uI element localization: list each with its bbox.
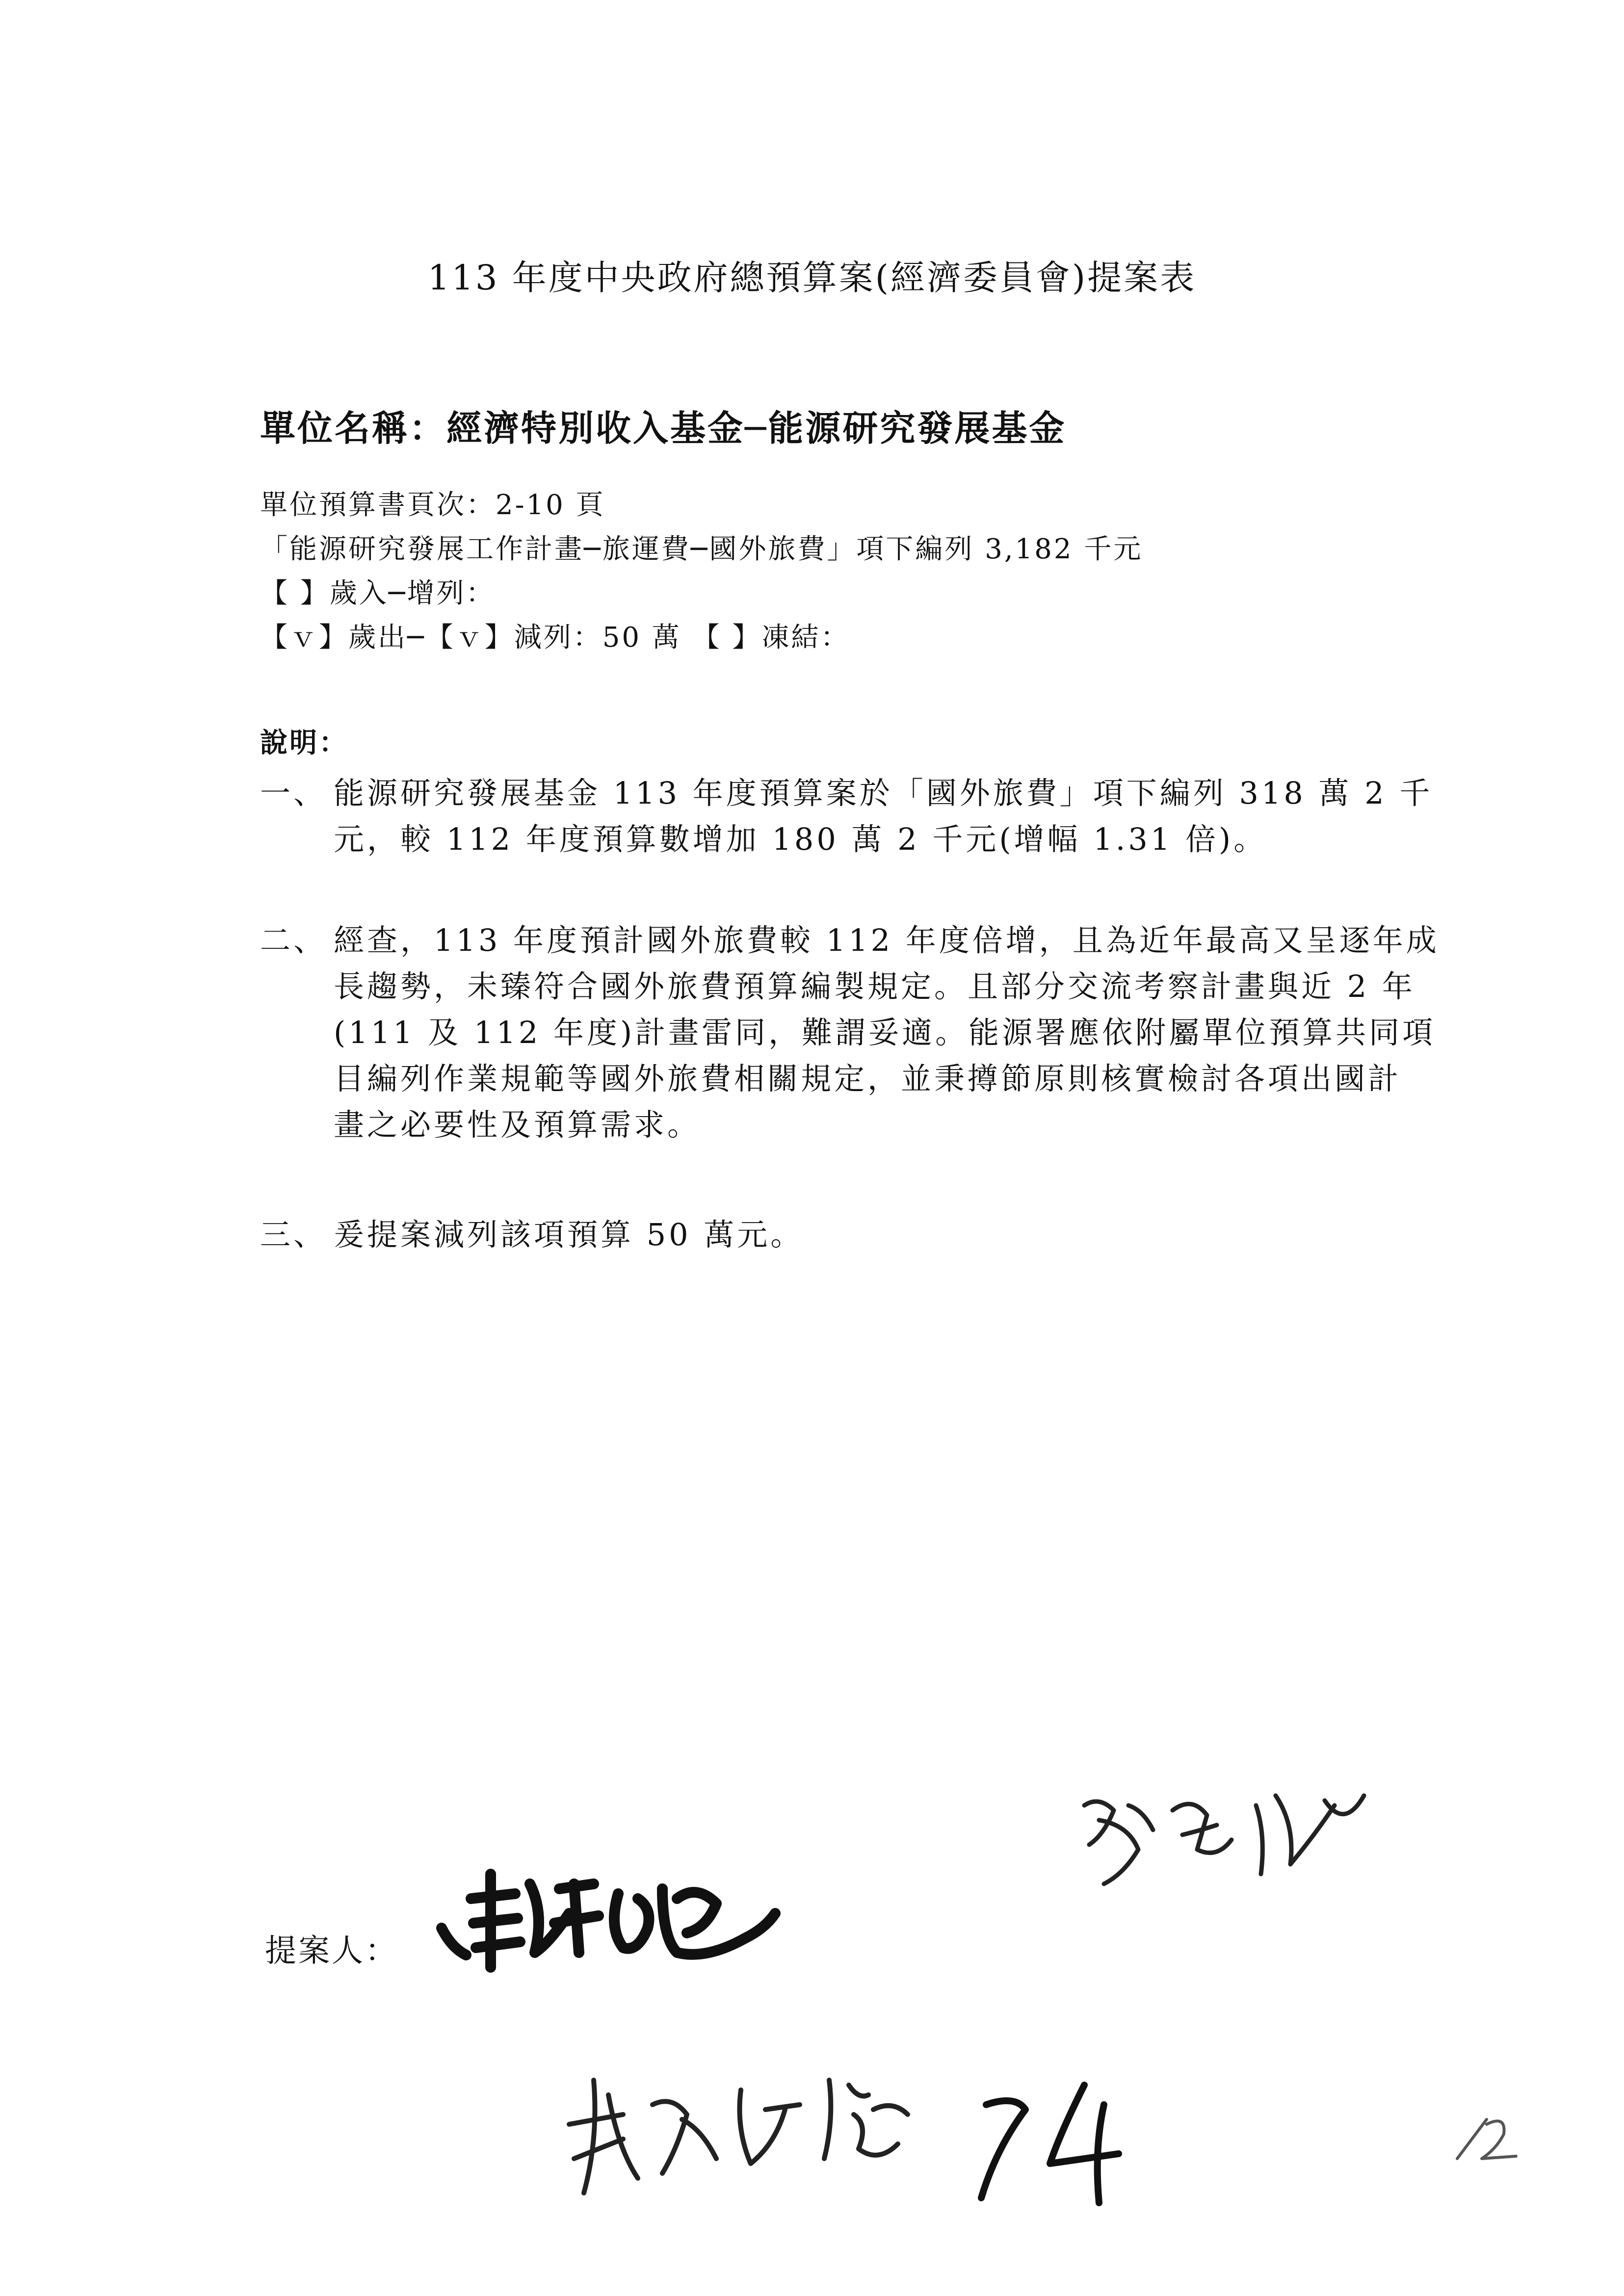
unit-name-heading: 單位名稱：經濟特別收入基金─能源研究發展基金 (260, 408, 1067, 449)
signature-cosigner-1 (1070, 1776, 1384, 1894)
handwritten-signature-icon (554, 2051, 1153, 2208)
expense-line: 【ｖ】歲出─【ｖ】減列：50 萬 【 】凍結： (260, 622, 850, 653)
explanation-label: 說明： (260, 727, 348, 759)
proposer-label: 提案人： (265, 1933, 398, 1969)
explanation-paragraph-1 (260, 770, 1433, 862)
paragraph-marker: 二、 (260, 922, 327, 958)
explanation-paragraph-2 (260, 917, 1440, 1148)
signature-cosigner-2 (554, 2051, 1153, 2208)
handwritten-page-number-icon (1447, 2105, 1526, 2173)
handwritten-signature-icon (432, 1854, 785, 1982)
signature-proposer (432, 1854, 785, 1982)
handwritten-signature-icon (1070, 1776, 1384, 1894)
budget-page-reference: 單位預算書頁次：2-10 頁 (260, 489, 605, 521)
paragraph-line: 長趨勢，未臻符合國外旅費預算編製規定。且部分交流考察計畫與近 2 年 (334, 968, 1415, 1004)
explanation-paragraph-3 (260, 1212, 1403, 1258)
paragraph-line: 爰提案減列該項預算 50 萬元。 (334, 1217, 804, 1252)
paragraph-line: 經查，113 年度預計國外旅費較 112 年度倍增，且為近年最高又呈逐年成 (334, 922, 1440, 958)
paragraph-line: 目編列作業規範等國外旅費相關規定，並秉撙節原則核實檢討各項出國計 (334, 1061, 1402, 1096)
budget-item-line: 「能源研究發展工作計畫─旅運費─國外旅費」項下編列 3,182 千元 (260, 533, 1143, 565)
page-number-mark (1447, 2105, 1526, 2175)
paragraph-line: (111 及 112 年度)計畫雷同，難謂妥適。能源署應依附屬單位預算共同項 (334, 1015, 1436, 1050)
document-title: 113 年度中央政府總預算案(經濟委員會)提案表 (427, 258, 1197, 298)
revenue-line: 【 】歲入─增列： (260, 577, 496, 609)
paragraph-line: 畫之必要性及預算需求。 (334, 1107, 701, 1143)
paragraph-marker: 一、 (260, 775, 327, 811)
paragraph-line: 元，較 112 年度預算數增加 180 萬 2 千元(增幅 1.31 倍)。 (334, 821, 1267, 857)
paragraph-marker: 三、 (260, 1217, 327, 1252)
paragraph-line: 能源研究發展基金 113 年度預算案於「國外旅費」項下編列 318 萬 2 千 (334, 775, 1433, 811)
